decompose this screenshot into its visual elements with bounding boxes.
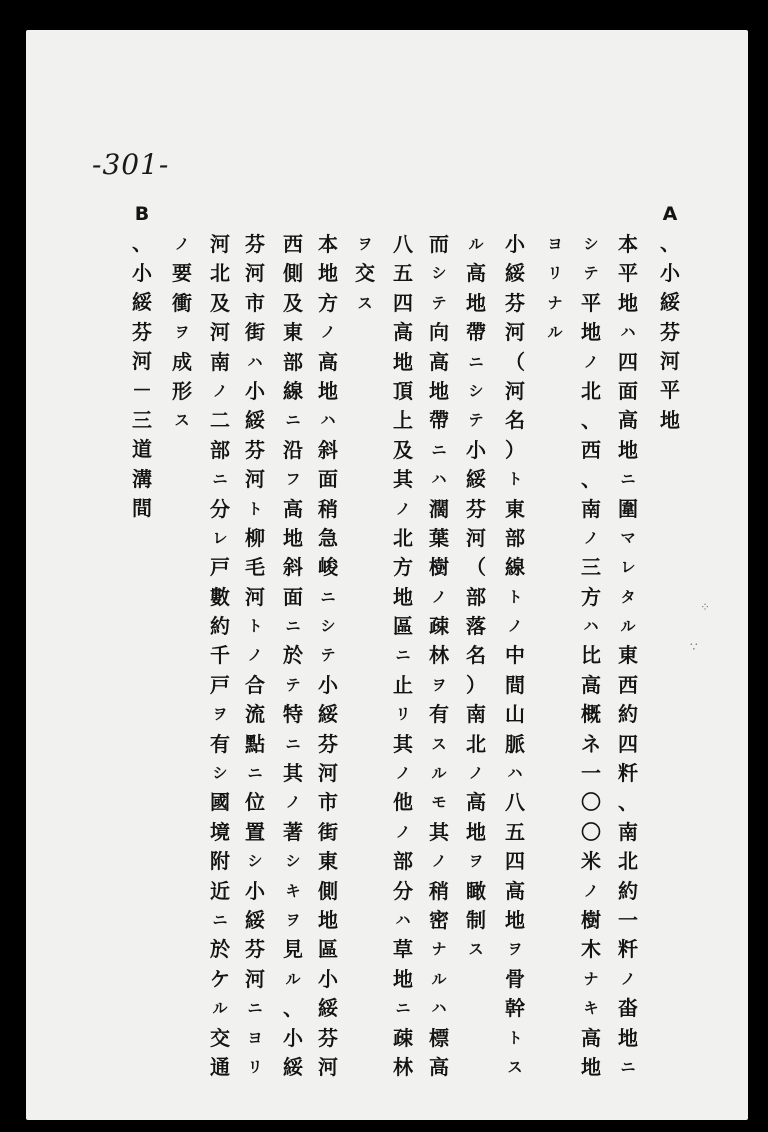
text-column: ヨ リ ナ ル [547,235,563,342]
scan-speck: ∵ [690,640,698,654]
text-column: 而 シ テ 向 高 地 帶 ニ ハ 濶 葉 樹 ノ 疎 林 ヲ 有 ス ル モ 其 ノ 稍 密 ナ ル ハ 標 高 [429,232,449,1079]
scan-speck: ⁘ [700,600,711,614]
text-column: シ テ 平 地 ノ 北 、 西 、 南 ノ 三 方 ハ 比 高 概 ネ 一 〇 〇 米 ノ 樹 木 ナ キ 高 地 [581,235,601,1079]
text-column: 芬 河 市 街 ハ 小 綏 芬 河 ト 柳 毛 河 ト ノ 合 流 點 ニ 位 置 シ 小 綏 芬 河 ニ ヨ リ [245,232,265,1076]
text-column: 西 側 及 東 部 線 ニ 沿 フ 高 地 斜 面 ニ 於 テ 特 ニ 其 ノ 著 シ キ ヲ 見 ル 、 小 綏 [283,232,303,1079]
text-column: 河 北 及 河 南 ノ 二 部 ニ 分 レ 戸 數 約 千 戸 ヲ 有 シ 國 境 附 近 ニ 於 ケ ル 交 通 [210,232,230,1079]
page-number: -301- [92,148,170,181]
text-column: 本 地 方 ノ 高 地 ハ 斜 面 稍 急 峻 ニ シ テ 小 綏 芬 河 市 街 東 側 地 區 小 綏 芬 河 [318,232,338,1079]
text-column: ル 高 地 帶 ニ シ テ 小 綏 芬 河 （ 部 落 名 ） 南 北 ノ 高 地 ヲ 瞰 制 ス [466,235,486,959]
text-column: 本 平 地 ハ 四 面 高 地 ニ 圍 マ レ タ ル 東 西 約 四 粁 、 南 北 約 一 粁 ノ 畓 地 ニ [618,232,638,1076]
text-column: ヲ 交 ス [355,235,375,312]
text-column: B 、 小 綏 芬 河 － 三 道 溝 間 [132,203,152,520]
text-column: ノ 要 衝 ヲ 成 形 ス [172,235,192,430]
text-column: 八 五 四 高 地 頂 上 及 其 ノ 北 方 地 區 ニ 止 リ 其 ノ 他 ノ 部 分 ハ 草 地 ニ 疎 林 [393,232,413,1079]
text-column: 小 綏 芬 河 （ 河 名 ） ト 東 部 線 ト ノ 中 間 山 脈 ハ 八 五 四 高 地 ヲ 骨 幹 ト ス [505,232,525,1076]
text-column: A 、 小 綏 芬 河 平 地 [660,203,680,432]
